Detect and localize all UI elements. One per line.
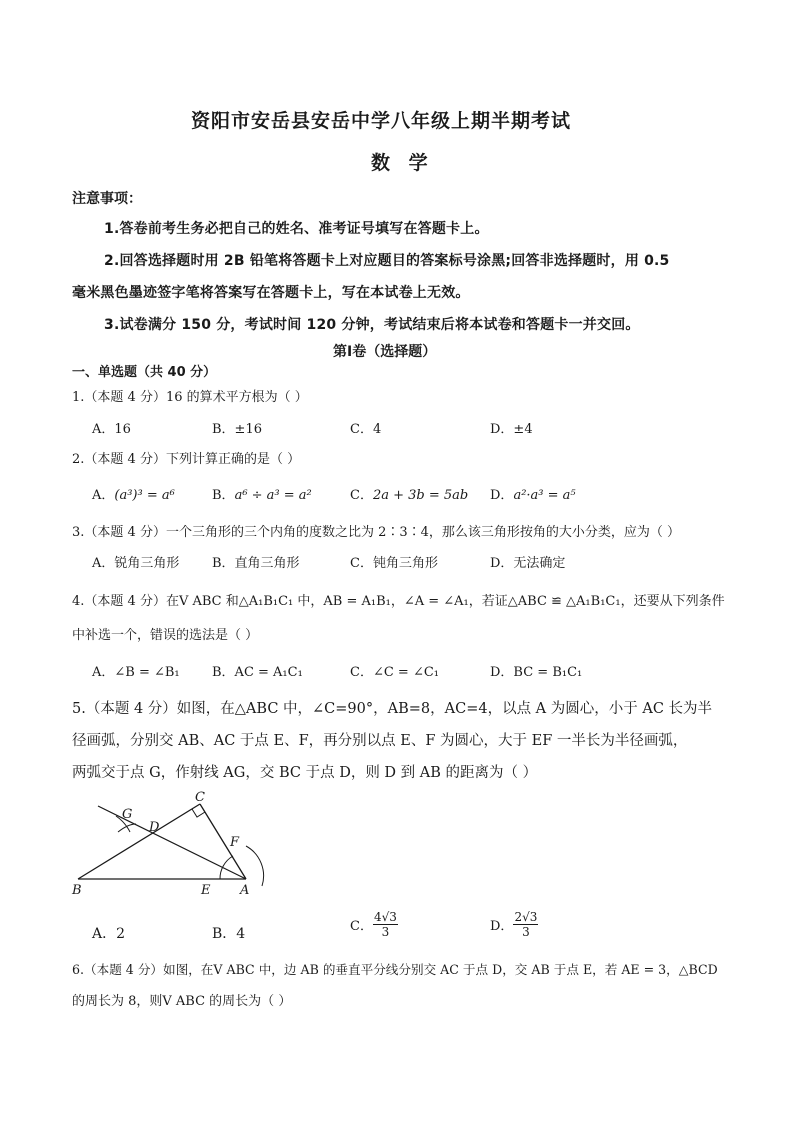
notice-item-2-line1: 2.回答选择题时用 2B 铅笔将答题卡上对应题目的答案标号涂黑;回答非选择题时，用 0.5	[104, 253, 670, 269]
option-c-fraction	[373, 910, 398, 939]
label-c: C	[195, 790, 205, 805]
question-4-option-b: B．AC = A₁C₁	[212, 665, 303, 680]
question-5-option-d	[490, 910, 538, 939]
label-a: A	[240, 883, 250, 898]
question-1-option-a: A．16	[92, 422, 131, 437]
option-d-formula: a²·a³ = a⁵	[513, 488, 576, 503]
option-b-label: B．	[212, 488, 235, 503]
option-d-label: D．	[490, 488, 514, 503]
option-d-fraction	[513, 910, 538, 939]
question-3-option-c: C．钝角三角形	[350, 556, 438, 571]
question-2-stem: 2.（本题 4 分）下列计算正确的是（ ）	[72, 452, 301, 467]
exam-title: 资阳市安岳县安岳中学八年级上期半期考试	[191, 110, 572, 132]
question-1-option-d: D．±4	[490, 422, 533, 437]
option-d-label: D．	[490, 919, 514, 934]
option-a-label: A．	[92, 488, 115, 503]
arc-right	[246, 846, 264, 886]
question-1-option-b: B．±16	[212, 422, 262, 437]
option-c-label: C．	[350, 919, 373, 934]
question-2-option-d	[490, 484, 576, 503]
section-title: 一、单选题（共 40 分）	[72, 365, 217, 380]
question-4-option-c: C．∠C = ∠C₁	[350, 665, 439, 680]
option-c-formula: 2a + 3b = 5ab	[372, 488, 469, 503]
volume-title: 第Ⅰ卷（选择题）	[333, 344, 437, 360]
arc-g-2	[118, 824, 136, 832]
question-5-stem-line1: 5.（本题 4 分）如图，在△ABC 中，∠C=90°，AB=8，AC=4，以点 A 为圆心，小于 AC 长为半	[72, 701, 713, 717]
arc-ef	[220, 856, 233, 879]
fraction-denominator: 3	[381, 925, 390, 939]
question-2-option-b	[212, 484, 312, 503]
label-b: B	[72, 883, 82, 898]
label-e: E	[201, 883, 211, 898]
fraction-denominator: 3	[522, 925, 530, 939]
question-4-stem-line2: 中补选一个，错误的选法是（ ）	[72, 628, 259, 643]
label-f: F	[230, 835, 240, 850]
question-6-stem-line1: 6.（本题 4 分）如图，在V ABC 中，边 AB 的垂直平分线分别交 AC 于点 D，交 AB 于点 E，若 AE = 3，△BCD	[72, 962, 718, 977]
side-bc	[78, 804, 200, 879]
question-5-figure	[70, 786, 270, 898]
question-5-option-a: A．2	[92, 926, 126, 942]
question-1-option-c: C．4	[350, 422, 382, 437]
question-3-option-d: D．无法确定	[490, 556, 566, 571]
subject-title: 数 学	[371, 152, 434, 174]
question-5-stem-line3: 两弧交于点 G，作射线 AG，交 BC 于点 D，则 D 到 AB 的距离为（ ）	[72, 765, 538, 781]
question-3-option-b: B．直角三角形	[212, 556, 300, 571]
notice-heading: 注意事项：	[72, 191, 142, 207]
question-4-option-d: D．BC = B₁C₁	[490, 665, 583, 680]
notice-item-1: 1.答卷前考生务必把自己的姓名、准考证号填写在答题卡上。	[104, 221, 489, 237]
notice-item-3: 3.试卷满分 150 分，考试时间 120 分钟，考试结束后将本试卷和答题卡一并交回。	[104, 317, 640, 333]
notice-item-2-line2: 毫米黑色墨迹签字笔将答案写在答题卡上，写在本试卷上无效。	[72, 285, 470, 301]
fraction-numerator: 2√3	[514, 910, 538, 924]
question-3-stem: 3.（本题 4 分）一个三角形的三个内角的度数之比为 2∶3∶4，那么该三角形按角的大小分类，应为（ ）	[72, 525, 681, 540]
question-4-option-a: A．∠B = ∠B₁	[92, 665, 180, 680]
label-d: D	[149, 820, 160, 835]
fraction-numerator: 4√3	[373, 910, 397, 924]
option-b-formula: a⁶ ÷ a³ = a²	[234, 488, 312, 503]
question-5-option-b: B．4	[212, 926, 246, 942]
option-c-label: C．	[350, 488, 373, 503]
question-3-option-a: A．锐角三角形	[92, 556, 180, 571]
question-1-stem: 1.（本题 4 分）16 的算术平方根为（ ）	[72, 390, 308, 405]
option-a-formula: (a³)³ = a⁶	[114, 488, 175, 503]
question-2-option-a	[92, 484, 175, 503]
question-6-stem-line2: 的周长为 8，则V ABC 的周长为（ ）	[72, 994, 292, 1009]
label-g: G	[122, 807, 133, 822]
question-5-option-c	[350, 910, 398, 939]
question-2-option-c	[350, 484, 468, 503]
question-4-stem-line1: 4.（本题 4 分）在V ABC 和△A₁B₁C₁ 中，AB = A₁B₁，∠A = ∠A₁，若证△ABC ≌ △A₁B₁C₁，还要从下列条件	[72, 594, 725, 609]
question-5-stem-line2: 径画弧，分别交 AB、AC 于点 E、F，再分别以点 E、F 为圆心，大于 EF 一半长为半径画弧，	[72, 733, 688, 749]
